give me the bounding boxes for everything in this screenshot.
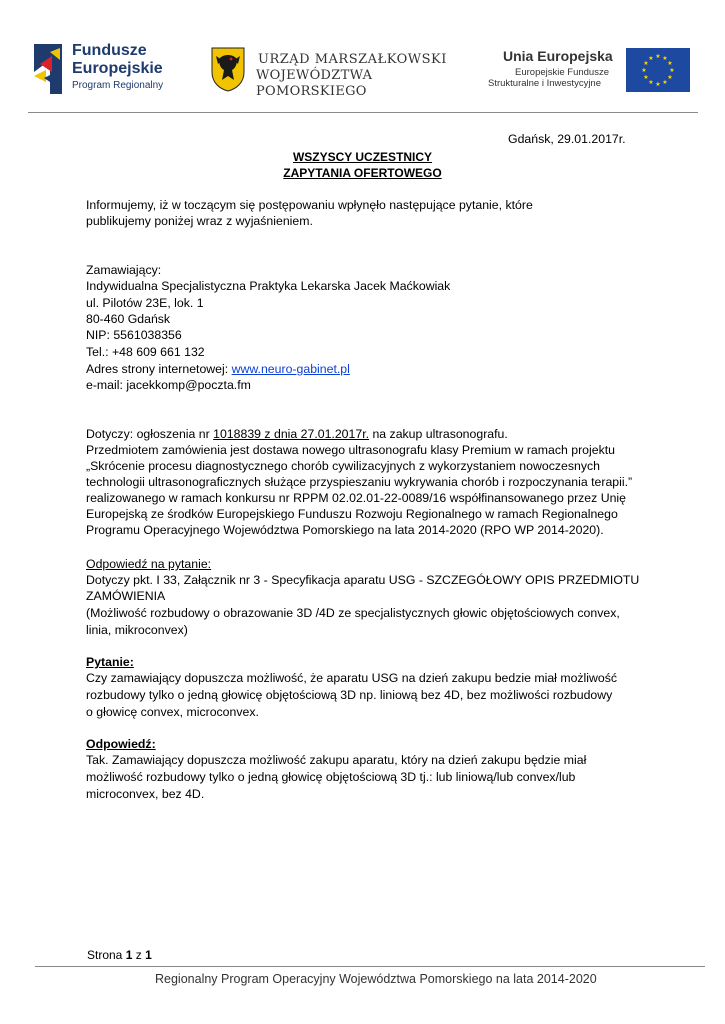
odpowiedz-label: Odpowiedź: <box>86 737 156 751</box>
zamawiajacy-email: e-mail: jacekkomp@poczta.fm <box>86 378 251 392</box>
svg-text:★: ★ <box>662 79 668 86</box>
zamawiajacy-street: ul. Pilotów 23E, lok. 1 <box>86 296 204 310</box>
fundusze-mark-icon <box>30 42 66 96</box>
odpowiedz-na-line: ZAMÓWIENIA <box>86 589 166 603</box>
dotyczy-pre: Dotyczy: ogłoszenia nr <box>86 427 214 441</box>
website-link[interactable]: www.neuro-gabinet.pl <box>231 362 350 376</box>
pytanie-line: Czy zamawiający dopuszcza możliwość, że aparatu USG na dzień zakupu bedzie miał możliwość <box>86 671 618 685</box>
svg-text:★: ★ <box>655 53 661 60</box>
page-mid: z <box>132 948 146 962</box>
svg-text:★: ★ <box>655 81 661 88</box>
zamawiajacy-tel: Tel.: +48 609 661 132 <box>86 345 205 359</box>
odpowiedz-line: możliwość rozbudowy tylko o jedną głowicę objętościową 3D tj.: lub liniową/lub convex/lub <box>86 770 576 784</box>
pomorskie-crest-icon <box>210 46 246 92</box>
zamawiajacy-www-row <box>86 361 350 378</box>
page-current: 1 <box>125 948 133 962</box>
unia-europejska-logo <box>485 48 695 94</box>
page-prefix: Strona <box>87 948 126 962</box>
dotyczy-ref: 1018839 z dnia 27.01.2017r. <box>213 427 370 441</box>
svg-text:★: ★ <box>669 67 675 74</box>
document-date: Gdańsk, 29.01.2017r. <box>508 132 626 146</box>
odpowiedz-na-line: Dotyczy pkt. I 33, Załącznik nr 3 - Specyfikacja aparatu USG - SZCZEGÓŁOWY OPIS PRZEDMIOTU <box>86 573 640 587</box>
dotyczy-text-line: Europejską ze środków Europejskiego Funduszu Rozwoju Regionalnego w ramach Regionalnego <box>86 507 618 521</box>
odpowiedz-na-line: linia, mikroconvex) <box>86 623 188 637</box>
logo-ue-line2: Europejskie Fundusze <box>515 67 609 78</box>
dotyczy-text-line: Programu Operacyjnego Województwa Pomorskiego na lata 2014-2020 (RPO WP 2014-2020). <box>86 523 604 537</box>
dotyczy-line <box>86 426 508 443</box>
logo-um-line1: URZĄD MARSZAŁKOWSKI <box>258 52 447 67</box>
svg-text:★: ★ <box>641 67 647 74</box>
logo-ue-line1: Unia Europejska <box>503 48 613 64</box>
pytanie-line: o głowicę convex, microconvex. <box>86 705 259 719</box>
pytanie-label: Pytanie: <box>86 655 134 669</box>
logo-ue-line3: Strukturalne i Inwestycyjne <box>488 78 601 89</box>
odpowiedz-line: Tak. Zamawiający dopuszcza możliwość zakupu aparatu, który na dzień zakupu będzie miał <box>86 753 587 767</box>
dotyczy-post: na zakup ultrasonografu. <box>369 427 508 441</box>
eu-flag-icon <box>626 48 690 92</box>
page-total: 1 <box>145 948 152 962</box>
odpowiedz-na-label: Odpowiedź na pytanie: <box>86 557 212 571</box>
dotyczy-text-line: Przedmiotem zamówienia jest dostawa nowego ultrasonografu klasy Premium w ramach projektu <box>86 443 616 457</box>
pytanie-line: rozbudowy tylko o jedną głowicę objętościową 3D np. liniową bez 4D, bez możliwości rozbudowy <box>86 688 613 702</box>
footer-divider <box>35 966 705 967</box>
logo-fe-line3: Program Regionalny <box>72 80 164 91</box>
svg-text:★: ★ <box>648 79 654 86</box>
logo-um-line2: WOJEWÓDZTWA POMORSKIEGO <box>256 68 373 99</box>
logo-fe-line2: Europejskie <box>72 60 163 77</box>
zamawiajacy-city: 80-460 Gdańsk <box>86 312 171 326</box>
header-divider <box>28 112 698 113</box>
dotyczy-text-line: technologii ultrasonograficznych służące przyspieszaniu wykrywania chorób i rozpoczynania terapii.” <box>86 475 633 489</box>
zamawiajacy-nip: NIP: 5561038356 <box>86 328 182 342</box>
svg-text:★: ★ <box>643 74 649 81</box>
intro-line: publikujemy poniżej wraz z wyjaśnieniem. <box>86 214 313 228</box>
footer-program-name: Regionalny Program Operacyjny Województwa Pomorskiego na lata 2014-2020 <box>155 972 597 986</box>
intro-line: Informujemy, iż w toczącym się postępowaniu wpłynęło następujące pytanie, które <box>86 198 533 212</box>
www-label: Adres strony internetowej: <box>86 362 232 376</box>
logo-fe-line1: Fundusze <box>72 42 147 59</box>
svg-text:★: ★ <box>667 74 673 81</box>
odpowiedz-na-line: (Możliwość rozbudowy o obrazowanie 3D /4D ze specjalistycznych głowic objętościowych convex, <box>86 606 620 620</box>
svg-text:★: ★ <box>643 60 649 67</box>
svg-text:★: ★ <box>648 55 654 62</box>
urzad-marszalkowski-logo <box>210 46 460 99</box>
svg-text:★: ★ <box>662 55 668 62</box>
zamawiajacy-label: Zamawiający: <box>86 263 162 277</box>
svg-text:★: ★ <box>667 60 673 67</box>
heading-line1: WSZYSCY UCZESTNICY <box>292 150 433 164</box>
dotyczy-text-line: „Skrócenie procesu diagnostycznego chorób cywilizacyjnych z wykorzystaniem nowoczesnych <box>86 459 600 473</box>
page-number <box>87 948 152 963</box>
odpowiedz-line: microconvex, bez 4D. <box>86 787 205 801</box>
heading-line2: ZAPYTANIA OFERTOWEGO <box>283 166 442 180</box>
zamawiajacy-name: Indywidualna Specjalistyczna Praktyka Lekarska Jacek Maćkowiak <box>86 279 451 293</box>
fundusze-europejskie-logo <box>30 40 190 98</box>
dotyczy-text-line: realizowanego w ramach konkursu nr RPPM 02.02.01-22-0089/16 współfinansowanego przez Unię <box>86 491 627 505</box>
